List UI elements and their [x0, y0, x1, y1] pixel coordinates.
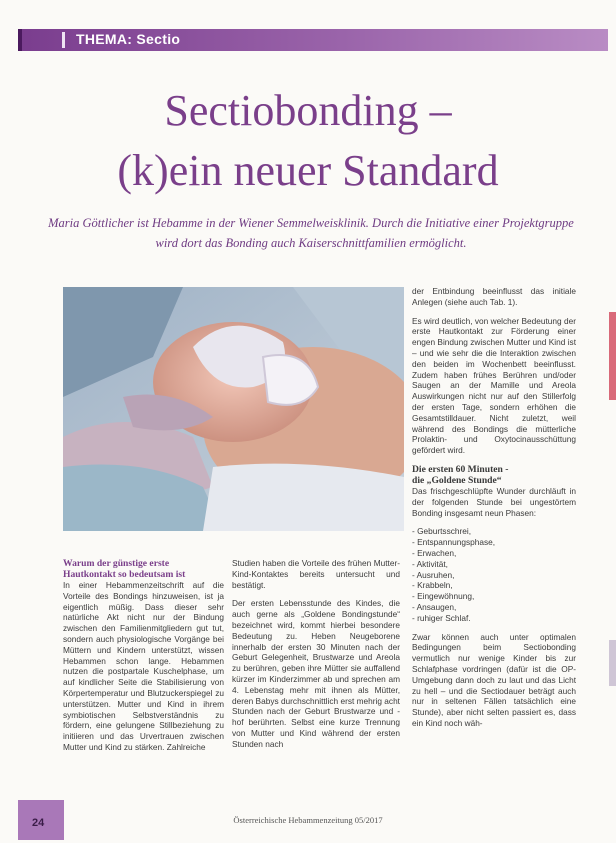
list-item: - ruhiger Schlaf.: [412, 612, 471, 623]
article-title-line-1: Sectiobonding –: [164, 86, 452, 135]
page-number: 24: [32, 817, 45, 829]
column-1: [63, 558, 224, 761]
column-3: [412, 286, 576, 737]
list-item: - Eingewöhnung,: [412, 591, 475, 602]
paragraph: Es wird deutlich, von welcher Bedeutung der erste Hautkontakt zur Förderung einer engen Bindung zwischen Mutter und Kind ist – und wie sehr die die Interaktion zwischen den beiden im Wochenbett beeinflusst. Zudem haben frühes Berühren und/oder Saugen an der Mamille und Areola Auswirkungen nicht nur auf den Stillerfolg der ersten Tage, sondern erhöhen die Gesamtstilldauer. Nicht zuletzt, weil während des Bondings die mütterliche Prolaktin- und Oxytocinausschüttung gefördert wird.: [412, 315, 576, 456]
theme-label: THEMA: Sectio: [76, 31, 181, 47]
article-title-line-2: (k)ein neuer Standard: [117, 146, 499, 195]
section-heading-hautkontakt: Warum der günstige erste Hautkontakt so bedeutsam ist: [63, 558, 186, 580]
journal-footer: Österreichische Hebammenzeitung 05/2017: [233, 815, 383, 825]
paragraph: Das frischgeschlüpfte Wunder durchläuft in der folgenden Stunde bei ungestörtem Bonding insgesamt neun Phasen:: [412, 485, 576, 518]
paragraph: der Entbindung beeinflusst das initiale Anlegen (siehe auch Tab. 1).: [412, 286, 576, 307]
newborn-photo: [63, 287, 404, 531]
section-heading-goldene-stunde-line-2: die „Goldene Stunde“: [412, 474, 502, 486]
paragraph: Der ersten Lebensstunde des Kindes, die auch gerne als „Goldene Bondingstunde“ bezeichnet wird, kommt hierbei besondere Bedeutung zu. Heben Neugeborene innerhalb der ersten 30 Minuten nach der Geburt Gelegenheit, Brustwarze und Areola zu berühren, geben ihre Mütter sie auffallend kürzer im Kinderzimmer ab und sprechen am 4. Lebenstag mehr mit ihnen als Mütter, deren Babys durchschnittlich erst mehrig acht Stunden nach der Geburt Brustwarze und -hof berührten. Selbst eine kurze Trennung von Mutter und Kind während der ersten Stunden nach: [232, 598, 400, 749]
list-item: - Ausruhen,: [412, 569, 455, 580]
list-item: - Ansaugen,: [412, 601, 457, 612]
theme-bar-tick: [62, 32, 65, 48]
list-item: - Entspannungsphase,: [412, 537, 496, 548]
paragraph: Studien haben die Vorteile des frühen Mutter-Kind-Kontaktes bereits untersucht und bestätigt.: [232, 558, 400, 590]
phase-list: [412, 526, 576, 623]
theme-bar-accent: [18, 29, 22, 51]
list-item: - Aktivität,: [412, 558, 448, 569]
page-edge-mark: [609, 312, 616, 400]
paragraph: In einer Hebammenzeitschrift auf die Vorteile des Bondings hinzuweisen, ist ja eigentlich müßig. Dass dieser sehr natürliche Akt nicht nur der Bindung zwischen den Familienmitgliedern gut tut, sondern auch physiologische Vorgänge bei Müttern und Kindern unterstützt, wissen Hebammen schon lange. Hebammen nutzen die postpartale Kuschelphase, um auf kindlicher Seite die Stabilisierung von Körpertemperatur und Blutzuckerspiegel zu unterstützen. Mutter und Kind in ihrem symbiotischen Selbstverständnis zu fördern, eine gelungene Stillbeziehung zu initiieren und das Urvertrauen zwischen Mutter und Kind zu stärken. Zahlreiche: [63, 580, 224, 752]
theme-bar: [18, 29, 608, 51]
column-2: [232, 558, 400, 758]
paragraph: Zwar können auch unter optimalen Bedingungen beim Sectiobonding vermutlich nur wenige Kinder bis zur Schlafphase vordringen (dafür ist die OP-Umgebung dann doch zu laut und das Licht zu hell – und die Sectiodauer beträgt auch nur in seltenen Fällen tatsächlich eine Stunde), aber nicht selten passiert es, dass ein Kind noch wäh-: [412, 631, 576, 728]
article-lede: Maria Göttlicher ist Hebamme in der Wiener Semmelweisklinik. Durch die Initiative einer Projektgruppe wird dort das Bonding auch Kaiserschnittfamilien ermöglicht.: [48, 216, 574, 250]
page-edge-mark: [609, 640, 616, 686]
list-item: - Krabbeln,: [412, 580, 453, 591]
list-item: - Erwachen,: [412, 547, 457, 558]
list-item: - Geburtsschrei,: [412, 526, 472, 537]
section-heading-goldene-stunde-line-1: Die ersten 60 Minuten -: [412, 463, 509, 475]
newborn-photo-illustration: [63, 287, 404, 531]
